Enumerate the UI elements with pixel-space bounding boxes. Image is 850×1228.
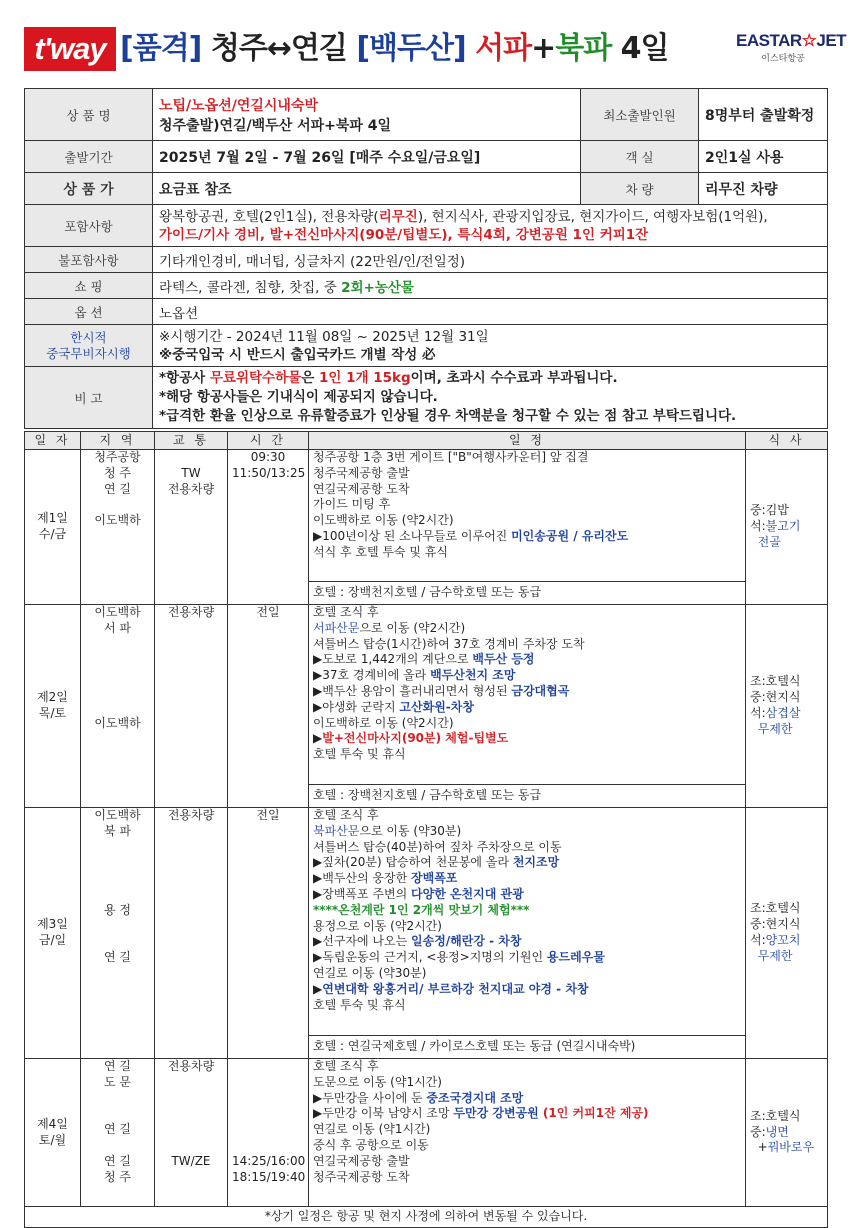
region-cell-line: [85, 1091, 150, 1107]
itinerary-line: 호텔 조식 후: [313, 1059, 379, 1073]
eastar-jet-logo: [736, 30, 847, 72]
transport-cell-line: 전용차량: [167, 481, 215, 496]
region-cell-line: [85, 700, 150, 716]
room-label: 객 실: [581, 141, 699, 173]
page-title: [120, 26, 669, 72]
time-cell: [228, 450, 309, 605]
title-north: 북파: [555, 31, 612, 66]
transport-cell-line: TW: [181, 465, 201, 480]
itinerary-cell: [309, 450, 746, 582]
title-days: 4일: [611, 31, 669, 66]
meal-line: 중:현지식: [750, 917, 801, 932]
transport-cell: [155, 1059, 228, 1207]
header-time: 시 간: [228, 432, 309, 450]
meal-line: 석:양꼬치: [750, 933, 801, 947]
included-line2: 가이드/기사 경비, 발+전신마사지(90분/팁별도), 특식4회, 강변공원 1인 커피1잔: [159, 226, 649, 243]
itinerary-line: 청주국제공항 출발: [313, 465, 410, 480]
time-cell-line: [232, 1122, 304, 1138]
region-cell-line: 용 정: [104, 902, 131, 917]
product-name-line2: 청주출발)연길/백두산 서파+북파 4일: [159, 117, 392, 134]
region-cell-line: 이도백하: [94, 513, 141, 528]
eastar-logo-sub: 이스타항공: [761, 54, 805, 64]
product-info-table: [24, 88, 828, 429]
eastar-logo-tail: JET: [816, 31, 847, 50]
remarks-line3: *급격한 환율 인상으로 유류할증료가 인상될 경우 차액분을 청구할 수 있는 점 참고 부탁드립니다.: [159, 408, 737, 424]
time-cell-line: [232, 1075, 304, 1091]
day-number: 제1일: [37, 511, 68, 526]
shopping-label: 쇼 핑: [25, 273, 153, 299]
itinerary-line: ****온천계란 1인 2개씩 맛보기 체험***: [313, 902, 530, 917]
transport-cell: [155, 450, 228, 605]
itinerary-line: 가이드 미팅 후: [313, 497, 391, 512]
title-west: 서파: [465, 31, 532, 66]
remarks-value: [153, 367, 828, 429]
remarks-line1-b: 무료위탁수하물: [209, 370, 302, 386]
time-cell-line: [232, 1091, 304, 1107]
region-cell-line: [85, 871, 150, 887]
hotel-info: 호텔 : 장백천지호텔 / 금수학호텔 또는 동급: [309, 582, 746, 605]
product-name-value: [153, 89, 581, 141]
remarks-line1-e: 이며, 초과시 수수료과 부과됩니다.: [410, 370, 618, 386]
region-cell-line: [85, 668, 150, 684]
itinerary-line: 호텔 조식 후: [313, 808, 379, 822]
header-transport: 교 통: [155, 432, 228, 450]
region-cell-line: 이도백하: [94, 715, 141, 730]
itinerary-line: ▶37호 경계비에 올라 백두산천지 조망: [313, 668, 516, 683]
itinerary-line: 용정으로 이동 (약2시간): [313, 918, 442, 933]
included-line1-a: 왕복항공권, 호텔(2인1실), 전용차량(: [159, 208, 379, 225]
day-number: 제4일: [37, 1116, 68, 1131]
room-value: 2인1실 사용: [699, 141, 828, 173]
transport-cell-line: TW/ZE: [171, 1153, 211, 1168]
star-icon: ☆: [801, 31, 817, 50]
meal-line: 석:불고기: [750, 519, 801, 534]
meal-line: 조:호텔식: [750, 674, 801, 689]
visa-label-line1: 한시적: [70, 329, 107, 345]
day-weekday: 토/월: [38, 1132, 67, 1147]
itinerary-line: 북파산문으로 이동 (약30분): [313, 823, 462, 838]
itinerary-line: 셔틀버스 탑승(40분)하여 짚차 주차장으로 이동: [313, 839, 562, 854]
meal-line: 무제한: [750, 948, 793, 963]
itinerary-line: 이도백하로 이동 (약2시간): [313, 715, 454, 730]
header: [24, 22, 847, 78]
region-cell-line: 연 길: [104, 1122, 131, 1137]
transport-cell-line: [159, 1075, 223, 1091]
time-cell-line: [232, 1138, 304, 1154]
itinerary-line: 서파산문으로 이동 (약2시간): [313, 620, 466, 635]
itinerary-line: 이도백하로 이동 (약2시간): [313, 513, 454, 528]
price-value: 요금표 참조: [153, 173, 581, 205]
itinerary-line: ▶짚차(20분) 탑승하여 천문봉에 올라 천지조망: [313, 855, 560, 870]
region-cell-line: 청 주: [104, 1169, 131, 1184]
min-people-label: 최소출발인원: [581, 89, 699, 141]
time-cell-line: 전일: [256, 605, 280, 619]
day-row: [25, 605, 828, 785]
region-cell-line: [85, 652, 150, 668]
region-cell-line: [85, 934, 150, 950]
schedule-table: [24, 431, 828, 1228]
excluded-value: 기타개인경비, 매너팁, 싱글차지 (22만원/인/전일정): [153, 247, 828, 273]
transport-cell-line: [159, 1138, 223, 1154]
day-number: 제2일: [37, 690, 68, 705]
itinerary-line: ▶장백폭포 주변의 다양한 온천지대 관광: [313, 886, 524, 901]
region-cell-line: 청 주: [104, 465, 131, 480]
meal-cell: [746, 450, 828, 605]
region-cell: [81, 450, 155, 605]
remarks-line1-d: 1인 1개 15kg: [318, 370, 411, 386]
itinerary-line: ▶두만강 이북 남양시 조망 두만강 강변공원 (1인 커피1잔 제공): [313, 1106, 649, 1121]
region-cell: [81, 808, 155, 1059]
day-label: [25, 450, 81, 605]
region-cell-line: 청주공항: [94, 450, 141, 464]
period-label: 출발기간: [25, 141, 153, 173]
day-row: [25, 1059, 828, 1207]
time-cell-line: 11:50/13:25: [232, 465, 306, 480]
region-cell-line: 서 파: [104, 620, 131, 635]
itinerary-line: ▶도보로 1,442개의 계단으로 백두산 등정: [313, 652, 535, 667]
itinerary-line: ▶백두산의 웅장한 장백폭포: [313, 871, 458, 886]
transport-cell: [155, 605, 228, 808]
visa-label: [25, 325, 153, 367]
eastar-logo-main: EASTAR: [736, 31, 802, 50]
itinerary-cell: [309, 605, 746, 785]
itinerary-line: ▶야생화 군락지 고산화원-차창: [313, 699, 474, 714]
shopping-value-b: 2회+농산물: [341, 279, 414, 296]
region-cell-line: 연 길: [104, 481, 131, 496]
transport-cell-line: [159, 1106, 223, 1122]
itinerary-line: 청주공항 1층 3번 게이트 ["B"여행사카운터] 앞 집결: [313, 450, 589, 464]
region-cell-line: [85, 840, 150, 856]
meal-cell: [746, 1059, 828, 1207]
header-meal: 식 사: [746, 432, 828, 450]
itinerary-line: ▶두만강을 사이에 둔 중조국경지대 조망: [313, 1090, 524, 1105]
time-cell-line: [232, 1106, 304, 1122]
region-cell-line: [85, 637, 150, 653]
schedule-footnote: *상기 일정은 항공 및 현지 사정에 의하여 변동될 수 있습니다.: [25, 1207, 828, 1228]
included-value: [153, 205, 828, 247]
itinerary-line: 석식 후 호텔 투숙 및 휴식: [313, 544, 448, 559]
day-weekday: 금/일: [38, 933, 67, 947]
region-cell-line: 이도백하: [94, 605, 141, 619]
itinerary-line: ▶연변대학 왕홍거리/ 부르하강 천지대교 야경 - 차창: [313, 981, 589, 996]
itinerary-line: 호텔 투숙 및 휴식: [313, 997, 406, 1012]
itinerary-line: ▶독립운동의 근거지, <용정>지명의 기원인 용드레우물: [313, 950, 605, 965]
meal-line: 조:호텔식: [750, 901, 801, 916]
region-cell-line: [85, 684, 150, 700]
time-cell-line: 전일: [256, 808, 280, 822]
itinerary-line: ▶백두산 용암이 흘러내리면서 형성된 금강대협곡: [313, 683, 570, 698]
time-cell-line: [232, 1059, 304, 1075]
meal-line: 무제한: [750, 721, 793, 736]
region-cell-line: 연 길: [104, 950, 131, 965]
day-row: [25, 450, 828, 582]
time-cell-line: 14:25/16:00: [232, 1153, 306, 1168]
shopping-value: [153, 273, 828, 299]
meal-line: 중:김밥: [750, 503, 789, 518]
transport-cell-line: [159, 450, 223, 466]
region-cell-line: 연 길: [104, 1059, 131, 1073]
price-label: 상 품 가: [25, 173, 153, 205]
transport-cell-line: 전용차량: [167, 808, 215, 822]
included-label: 포함사항: [25, 205, 153, 247]
header-region: 지 역: [81, 432, 155, 450]
transport-cell-line: 전용차량: [167, 605, 215, 619]
itinerary-line: 호텔 조식 후: [313, 605, 379, 619]
transport-cell: [155, 808, 228, 1059]
region-cell-line: 북 파: [104, 823, 131, 838]
period-value: 2025년 7월 2일 - 7월 26일 [매주 수요일/금요일]: [153, 141, 581, 173]
remarks-line1-c: 은: [301, 370, 319, 386]
itinerary-cell: [309, 808, 746, 1036]
meal-line: 중:현지식: [750, 690, 801, 705]
hotel-info: 호텔 : 연길국제호텔 / 카이로스호텔 또는 동급 (연길시내숙박): [309, 1036, 746, 1059]
min-people-value: 8명부터 출발확정: [699, 89, 828, 141]
meal-line: 석:삼겹살: [750, 706, 801, 720]
day-weekday: 목/토: [38, 706, 67, 720]
region-cell-line: [85, 497, 150, 513]
visa-line2: ※중국입국 시 반드시 출입국카드 개별 작성 必: [159, 346, 436, 363]
title-route: 청주↔연길: [201, 31, 357, 66]
region-cell-line: [85, 1138, 150, 1154]
time-cell: [228, 808, 309, 1059]
meal-line: 중:냉면: [750, 1124, 789, 1139]
itinerary-cell: [309, 1059, 746, 1207]
remarks-line2: *해당 항공사들은 기내식이 제공되지 않습니다.: [159, 389, 438, 405]
itinerary-line: 청주국제공항 도착: [313, 1169, 410, 1184]
remarks-label: 비 고: [25, 367, 153, 429]
transport-cell-line: [159, 1122, 223, 1138]
day-label: [25, 808, 81, 1059]
region-cell: [81, 1059, 155, 1207]
day-label: [25, 1059, 81, 1207]
time-cell: [228, 605, 309, 808]
day-label: [25, 605, 81, 808]
region-cell-line: 도 문: [104, 1074, 131, 1089]
itinerary-line: 연길로 이동 (약30분): [313, 965, 427, 980]
shopping-value-a: 라텍스, 콜라겐, 침향, 찻집, 중: [159, 279, 342, 296]
itinerary-line: 셔틀버스 탑승(1시간)하여 37호 경계비 주차장 도착: [313, 636, 585, 651]
region-cell-line: [85, 855, 150, 871]
tway-logo: t'way: [24, 27, 116, 71]
time-cell-line: 09:30: [250, 450, 286, 464]
visa-label-line2: 중국무비자시행: [46, 345, 131, 361]
itinerary-line: ▶100년이상 된 소나무들로 이루어진 미인송공원 / 유리잔도: [313, 528, 629, 543]
product-name-label: 상 품 명: [25, 89, 153, 141]
vehicle-value: 리무진 차량: [699, 173, 828, 205]
region-cell-line: [85, 919, 150, 935]
region-cell: [81, 605, 155, 808]
transport-cell-line: 전용차량: [167, 1059, 215, 1073]
day-number: 제3일: [37, 917, 68, 932]
title-destination: [백두산]: [356, 31, 466, 66]
day-weekday: 수/금: [38, 527, 67, 541]
meal-line: +꿔바로우: [750, 1140, 815, 1155]
itinerary-line: 중식 후 공항으로 이동: [313, 1137, 429, 1152]
included-line1-c: ), 현지식사, 관광지입장료, 현지가이드, 여행자보험(1억원),: [417, 208, 768, 225]
included-line1-b: 리무진: [378, 208, 418, 225]
itinerary-line: 연길국제공항 출발: [313, 1153, 410, 1168]
itinerary-line: 연길국제공항 도착: [313, 481, 410, 496]
day-row: [25, 808, 828, 1036]
transport-cell-line: [159, 1091, 223, 1107]
itinerary-line: ▶발+전신마사지(90분) 체험-팁별도: [313, 731, 509, 746]
product-name-line1: 노팁/노옵션/연길시내숙박: [159, 97, 318, 114]
itinerary-line: 호텔 투숙 및 휴식: [313, 747, 406, 762]
hotel-info: 호텔 : 장백천지호텔 / 금수학호텔 또는 동급: [309, 785, 746, 808]
header-itinerary: 일 정: [309, 432, 746, 450]
remarks-line1-a: *항공사: [159, 370, 210, 386]
schedule-body: [25, 450, 828, 1207]
meal-cell: [746, 605, 828, 808]
option-value: 노옵션: [153, 299, 828, 325]
itinerary-line: ▶선구자에 나오는 일송정/해란강 - 차창: [313, 934, 522, 949]
region-cell-line: [85, 887, 150, 903]
meal-line: 전골: [750, 534, 781, 549]
vehicle-label: 차 량: [581, 173, 699, 205]
region-cell-line: 연 길: [104, 1153, 131, 1168]
time-cell-line: 18:15/19:40: [232, 1169, 306, 1184]
meal-line: 조:호텔식: [750, 1108, 801, 1123]
title-grade: [품격]: [120, 31, 202, 66]
header-date: 일 자: [25, 432, 81, 450]
itinerary-line: 도문으로 이동 (약1시간): [313, 1074, 442, 1089]
excluded-label: 불포함사항: [25, 247, 153, 273]
region-cell-line: [85, 1106, 150, 1122]
option-label: 옵 션: [25, 299, 153, 325]
visa-value: [153, 325, 828, 367]
region-cell-line: 이도백하: [94, 808, 141, 822]
title-plus: +: [531, 31, 556, 66]
itinerary-line: 연길로 이동 (약1시간): [313, 1122, 431, 1137]
visa-line1: ※시행기간 - 2024년 11월 08일 ~ 2025년 12월 31일: [159, 328, 489, 345]
meal-cell: [746, 808, 828, 1059]
time-cell: [228, 1059, 309, 1207]
